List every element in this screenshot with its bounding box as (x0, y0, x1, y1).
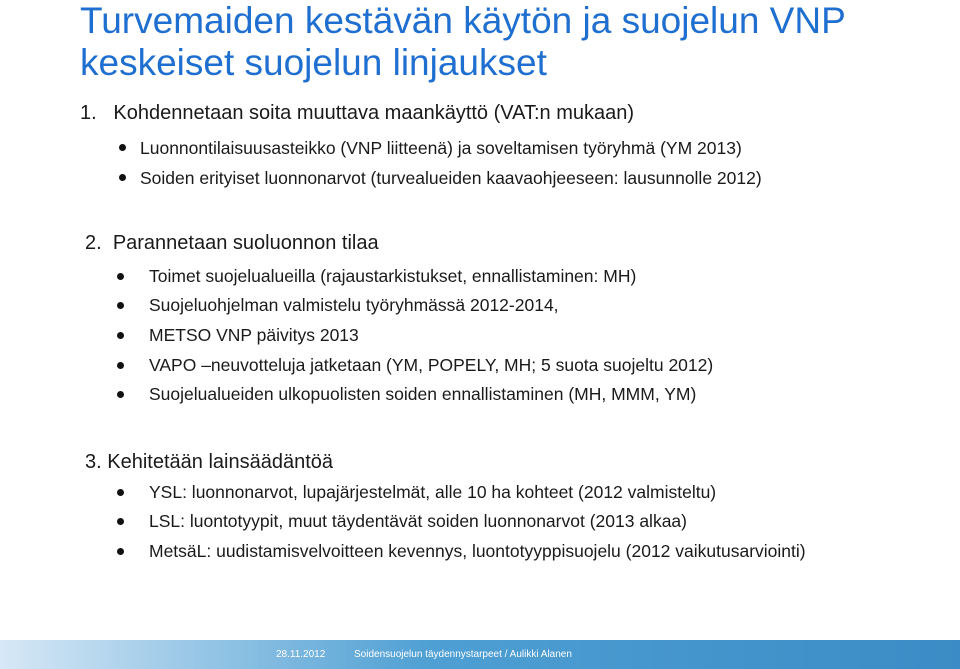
slide-title-line-2: keskeiset suojelun linjaukset (80, 42, 547, 83)
section-3-bullet-1: YSL: luonnonarvot, lupajärjestelmät, alle 10 ha kohteet (2012 valmisteltu) (149, 482, 717, 502)
section-3-heading (85, 450, 333, 474)
bullet-dot-icon (119, 144, 126, 151)
section-1-heading-text: Kohdennetaan soita muuttava maankäyttö (VAT:n mukaan) (113, 102, 635, 124)
section-3-bullet-3: MetsäL: uudistamisvelvoitteen kevennys, luontotyyppisuojelu (2012 vaikutusarviointi) (149, 541, 806, 561)
slide-title-line-1: Turvemaiden kestävän käytön ja suojelun VNP (80, 0, 846, 41)
bullet-dot-icon (117, 302, 124, 309)
section-2-heading-text: Parannetaan suoluonnon tilaa (112, 232, 379, 254)
bullet-dot-icon (117, 273, 124, 280)
bullet-dot-icon (117, 518, 124, 525)
slide-title (80, 0, 950, 84)
bullet-dot-icon (117, 489, 124, 496)
section-1-number: 1. (80, 102, 97, 124)
section-2-bullet-5: Suojelualueiden ulkopuolisten soiden ennallistaminen (MH, MMM, YM) (149, 384, 697, 404)
section-3-heading-text: Kehitetään lainsäädäntöä (107, 451, 333, 473)
footer-date: 28.11.2012 (276, 649, 326, 660)
bullet-dot-icon (117, 548, 124, 555)
section-2-number: 2. (85, 232, 102, 254)
section-1-heading (80, 101, 634, 125)
section-2-bullet-2: Suojeluohjelman valmistelu työryhmässä 2012-2014, (149, 295, 559, 315)
section-1-bullet-2: Soiden erityiset luonnonarvot (turvealueiden kaavaohjeeseen: lausunnolle 2012) (140, 168, 762, 188)
section-2-bullet-1: Toimet suojelualueilla (rajaustarkistukset, ennallistaminen: MH) (149, 266, 637, 286)
bullet-dot-icon (119, 174, 126, 181)
section-2-heading (85, 231, 379, 255)
bullet-dot-icon (117, 332, 124, 339)
section-1-bullet-1: Luonnontilaisuusasteikko (VNP liitteenä) ja soveltamisen työryhmä (YM 2013) (140, 138, 742, 158)
bullet-dot-icon (117, 362, 124, 369)
section-3-number: 3. (85, 451, 102, 473)
footer-text: Soidensuojelun täydennystarpeet / Aulikki Alanen (354, 649, 572, 660)
section-2-bullet-3: METSO VNP päivitys 2013 (149, 325, 359, 345)
bullet-dot-icon (117, 391, 124, 398)
section-3-bullet-2: LSL: luontotyypit, muut täydentävät soiden luonnonarvot (2013 alkaa) (149, 511, 687, 531)
section-2-bullet-4: VAPO –neuvotteluja jatketaan (YM, POPELY, MH; 5 suota suojeltu 2012) (149, 355, 714, 375)
